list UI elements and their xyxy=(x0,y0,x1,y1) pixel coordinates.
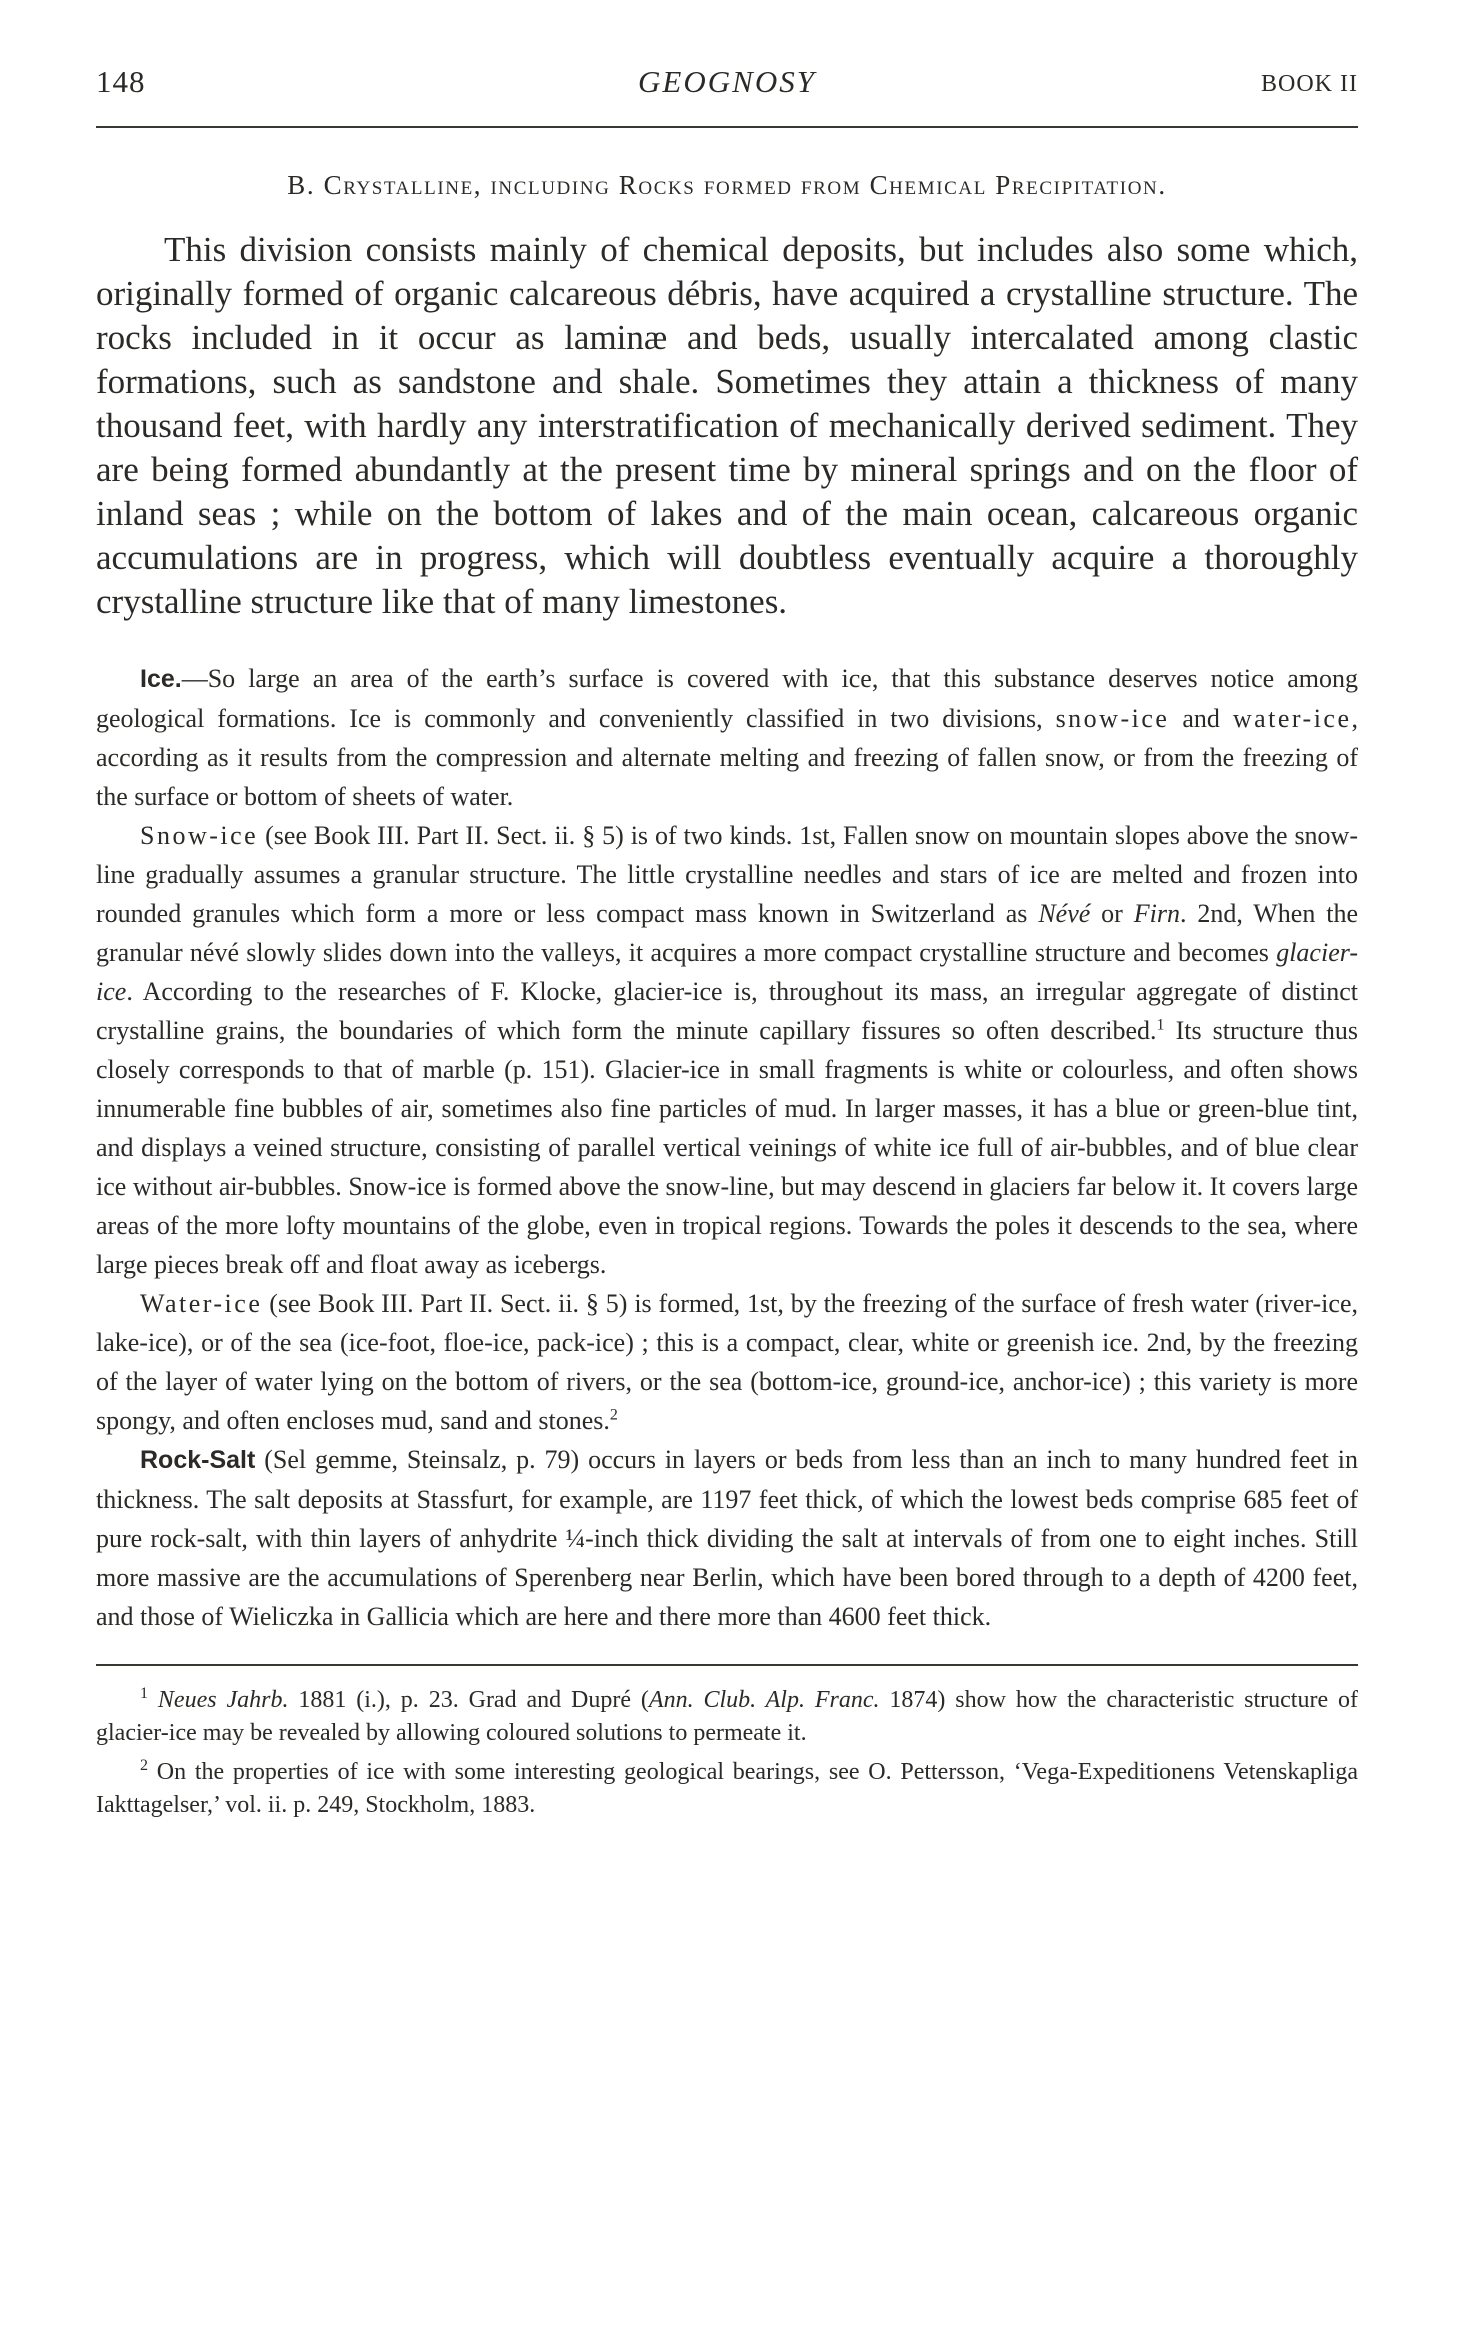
footnote-2-marker: 2 xyxy=(140,1757,148,1774)
footnotes xyxy=(96,1684,1358,1822)
snow-ice-heading: Snow-ice xyxy=(140,821,259,850)
snow-ice-paragraph xyxy=(96,816,1358,1284)
rock-salt-paragraph xyxy=(96,1440,1358,1636)
snow-ice-text-5: Its structure thus closely corresponds to that of marble (p. 151). Glacier-ice in small fragments is white or colourless, and often shows innumerable fine bubbles of air, sometimes also fine particles of mud. In larger masses, it has a blue or green-blue tint, and displays a veined structure, consisting of parallel vertical veinings of white ice full of air-bubbles, and of blue clear ice without air-bubbles. Snow-ice is formed above the snow-line, but may descend in glaciers far below it. It covers large areas of the more lofty mountains of the globe, even in tropical regions. Towards the poles it descends to the sea, where large pieces break off and float away as icebergs. xyxy=(96,1016,1358,1279)
ice-text-3: , according as it results from the compression and alternate melting and freezing of fallen snow, or from the freezing of the surface or bottom of sheets of water. xyxy=(96,704,1359,811)
book-label: BOOK II xyxy=(1261,71,1358,97)
snow-ice-text-4: . According to the researches of F. Klocke, glacier-ice is, throughout its mass, an irregular aggregate of distinct crystalline grains, the boundaries of which form the minute capillary fissures so often described. xyxy=(96,977,1358,1045)
footnote-rule xyxy=(96,1664,1358,1666)
snow-ice-text-2: or xyxy=(1090,899,1134,928)
ice-paragraph xyxy=(96,659,1358,816)
footnote-1-text-1: 1881 (i.), p. 23. Grad and Dupré ( xyxy=(288,1687,649,1713)
footnote-ref-1[interactable]: 1 xyxy=(1156,1016,1165,1034)
water-ice-paragraph xyxy=(96,1284,1358,1440)
neve-term: Névé xyxy=(1038,899,1091,928)
running-title: GEOGNOSY xyxy=(638,64,816,99)
footnote-1-source: Neues Jahrb. xyxy=(157,1687,289,1713)
rock-salt-text: (Sel gemme, Steinsalz, p. 79) occurs in layers or beds from less than an inch to many hundred feet in thickness. The salt deposits at Stassfurt, for example, are 1197 feet thick, of which the lowest beds comprise 685 feet of pure rock-salt, with thin layers of anhydrite ¼-inch thick dividing the salt at intervals of from one to eight inches. Still more massive are the accumulations of Sperenberg near Berlin, which have been bored through to a depth of 4200 feet, and those of Wieliczka in Gallicia which are here and there more than 4600 feet thick. xyxy=(96,1445,1358,1631)
snow-ice-text-1: (see Book III. Part II. Sect. ii. § 5) is of two kinds. 1st, Fallen snow on mountain slopes above the snow-line gradually assumes a granular structure. The little crystalline needles and stars of ice are melted and frozen into rounded granules which form a more or less compact mass known in Switzerland as xyxy=(96,821,1358,928)
page-number: 148 xyxy=(96,64,146,99)
footnote-1-marker: 1 xyxy=(140,1685,148,1702)
footnote-2-text: On the properties of ice with some interesting geological bearings, see O. Pettersson, ‘Vega-Expeditionens Vetenskapliga Iakttagelser,’ vol. ii. p. 249, Stockholm, 1883. xyxy=(96,1759,1358,1818)
lead-paragraph: This division consists mainly of chemical deposits, but includes also some which, originally formed of organic calcareous débris, have acquired a crystalline structure. The rocks included in it occur as laminæ and beds, usually intercalated among clastic formations, such as sandstone and shale. Sometimes they attain a thickness of many thousand feet, with hardly any interstratification of mechanically derived sediment. They are being formed abundantly at the present time by mineral springs and on the floor of inland seas ; while on the bottom of lakes and of the main ocean, calcareous organic accumulations are in progress, which will doubtless eventually acquire a thoroughly crystalline structure like that of many limestones. xyxy=(96,230,1358,621)
snow-ice-term: snow-ice xyxy=(1055,704,1170,733)
water-ice-term: water-ice xyxy=(1232,704,1352,733)
snow-ice-text-3: . 2nd, When the granular névé slowly slides down into the valleys, it acquires a more compact crystalline structure and becomes xyxy=(96,899,1358,967)
footnote-1-text-2: 1874) show how the characteristic structure of glacier-ice may be revealed by allowing coloured solutions to permeate it. xyxy=(96,1687,1359,1746)
footnote-2 xyxy=(96,1756,1358,1822)
book-page xyxy=(96,60,1358,2300)
ice-label: Ice. xyxy=(140,665,182,693)
rock-salt-label: Rock-Salt xyxy=(140,1446,256,1474)
footnote-1 xyxy=(96,1684,1358,1750)
glacier-ice-term: glacier-ice xyxy=(96,938,1358,1006)
water-ice-heading: Water-ice xyxy=(140,1289,263,1318)
water-ice-text: (see Book III. Part II. Sect. ii. § 5) is formed, 1st, by the freezing of the surface of fresh water (river-ice, lake-ice), or of the sea (ice-foot, floe-ice, pack-ice) ; this is a compact, clear, white or greenish ice. 2nd, by the freezing of the layer of water lying on the bottom of rivers, or the sea (bottom-ice, ground-ice, anchor-ice) ; this variety is more spongy, and often encloses mud, sand and stones. xyxy=(96,1289,1358,1435)
running-header xyxy=(96,60,1358,104)
footnote-ref-2[interactable]: 2 xyxy=(609,1406,618,1424)
section-heading: B. Crystalline, including Rocks formed from Chemical Precipitation. xyxy=(287,170,1167,200)
firn-term: Firn xyxy=(1133,899,1180,928)
ice-text-2: and xyxy=(1169,704,1233,733)
header-rule xyxy=(96,126,1358,128)
ice-text-1: —So large an area of the earth’s surface is covered with ice, that this substance deserves notice among geological formations. Ice is commonly and conveniently classified in two divisions, xyxy=(96,664,1358,733)
footnote-1-journal: Ann. Club. Alp. Franc. xyxy=(648,1687,880,1713)
